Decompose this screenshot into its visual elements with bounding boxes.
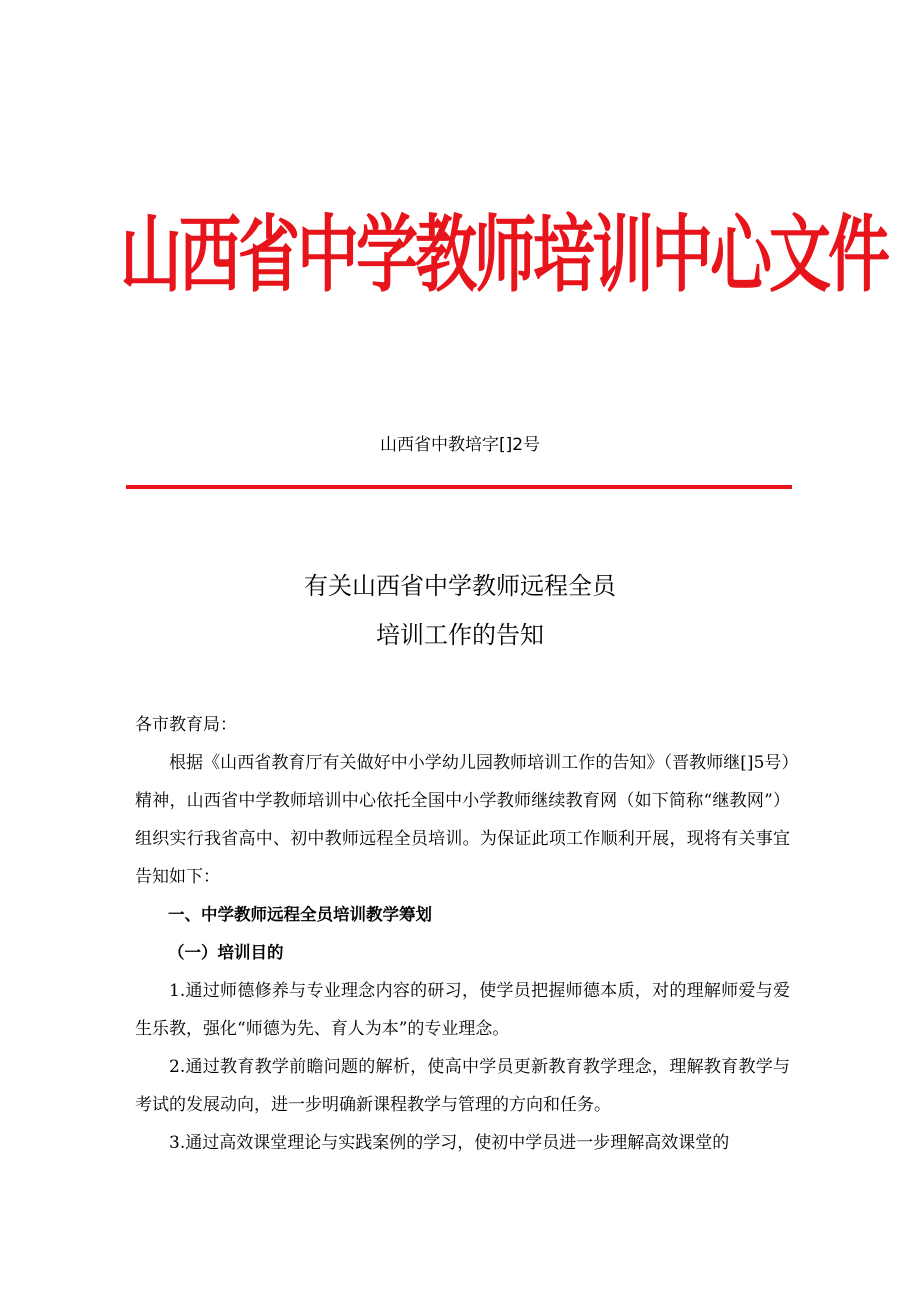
subsection-heading-1: （一）培训目的: [168, 943, 284, 962]
document-title: [0, 562, 920, 660]
document-body: [135, 706, 790, 1162]
title-line-1: 有关山西省中学教师远程全员: [304, 572, 616, 600]
document-number: 山西省中教培字[]2号: [379, 435, 541, 455]
salutation: 各市教育局：: [135, 715, 237, 735]
item-paragraph-3: 3.通过高效课堂理论与实践案例的学习，使初中学员进一步理解高效课堂的: [169, 1133, 730, 1153]
masthead-title: 山西省中学教师培训中心文件: [120, 205, 888, 304]
section-heading-1: 一、中学教师远程全员培训教学筹划: [168, 905, 432, 924]
intro-paragraph: 根据《山西省教育厅有关做好中小学幼儿园教师培训工作的告知》（晋教师继[]5号）精神，山西省中学教师培训中心依托全国中小学教师继续教育网（如下简称“继教网”）组织实行我省高中、初中教师远程全员培训。为保证此项工作顺利开展，现将有关事宜告知如下：: [135, 753, 790, 887]
red-divider: [126, 485, 792, 489]
item-paragraph-2: 2.通过教育教学前瞻问题的解析，使高中学员更新教育教学理念，理解教育教学与考试的发展动向，进一步明确新课程教学与管理的方向和任务。: [135, 1057, 790, 1115]
item-paragraph-1: 1.通过师德修养与专业理念内容的研习，使学员把握师德本质，对的理解师爱与爱生乐教，强化“师德为先、育人为本”的专业理念。: [135, 981, 790, 1039]
title-line-2: 培训工作的告知: [376, 621, 544, 649]
